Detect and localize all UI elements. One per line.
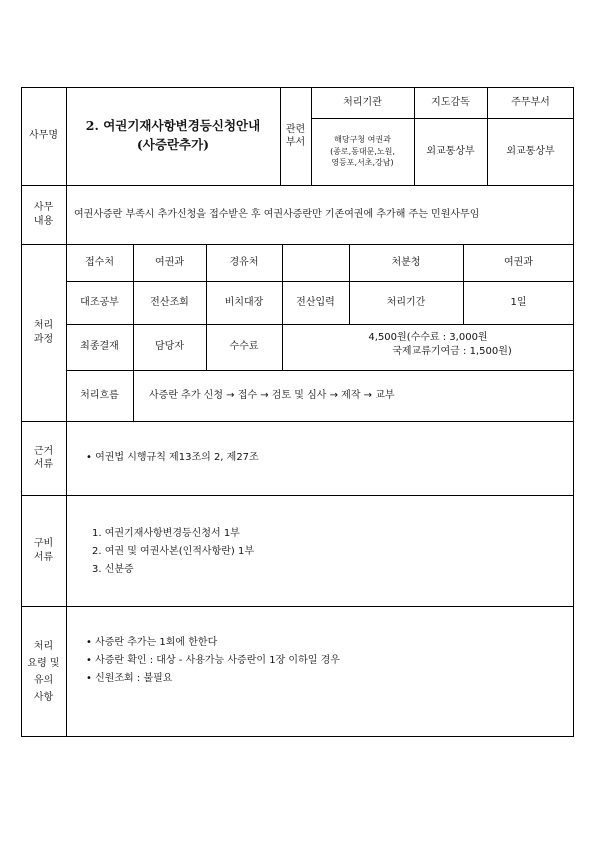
- task-name-label: 사무명: [29, 130, 58, 142]
- divider: [21, 495, 574, 496]
- basis-list: [86, 449, 259, 467]
- main-dept-value: 외교통상부: [506, 145, 555, 157]
- via-label: 경유처: [229, 256, 259, 268]
- divider: [21, 606, 574, 607]
- fee-line-2: 국제교류기여금 : 1,500원): [392, 346, 512, 358]
- list-item: • 신원조회 : 불필요: [86, 673, 173, 684]
- compare-ledger-label: 대조공부: [80, 296, 119, 308]
- basis-label: 근거 서류: [33, 445, 54, 470]
- list-item: 3. 신분증: [92, 564, 134, 575]
- list-item: • 사증란 확인 : 대상 - 사용가능 사증란이 1장 이하일 경우: [86, 655, 340, 666]
- disposition-value: 여권과: [504, 256, 533, 268]
- period-value: 1일: [510, 296, 527, 308]
- list-item: • 사증란 추가는 1회에 한한다: [86, 637, 218, 648]
- register-label: 비치대장: [224, 296, 264, 308]
- final-approval-label: 최종결재: [80, 341, 119, 353]
- docs-label: 구비 서류: [33, 538, 54, 563]
- divider: [21, 421, 574, 422]
- page-title: 2. 여권기재사항변경등신청안내 (사증란추가): [85, 118, 261, 152]
- supervisor-value: 외교통상부: [426, 145, 475, 157]
- col-main-dept-header: 주무부서: [511, 96, 550, 108]
- list-item: 1. 여권기재사항변경등신청서 1부: [92, 528, 240, 539]
- col-agency-header: 처리기관: [343, 96, 382, 108]
- reception-value: 여권과: [155, 256, 184, 268]
- divider: [133, 370, 134, 421]
- fee-line-1: 4,500원(수수료 : 3,000원: [368, 332, 488, 344]
- col-supervisor-header: 지도감독: [431, 96, 470, 108]
- process-label: 처리 과정: [33, 320, 54, 345]
- flow-text: 사증란 추가 신청 → 접수 → 검토 및 심사 → 제작 → 교부: [149, 389, 395, 401]
- disposition-label: 처분청: [391, 256, 421, 268]
- list-item: 2. 여권 및 여권사본(인적사항란) 1부: [92, 546, 255, 557]
- notes-list: [86, 634, 340, 688]
- flow-label: 처리흐름: [80, 389, 119, 401]
- fee-label: 수수료: [229, 341, 259, 353]
- notes-label: 처리 요령 및 유의 사항: [27, 640, 60, 703]
- final-approval-value: 담당자: [155, 341, 184, 353]
- reception-label: 접수처: [85, 256, 114, 268]
- related-dept-label: 관련 부서: [285, 123, 306, 148]
- work-content-text: 여권사증란 부족시 추가신청을 접수받은 후 여권사증란만 기존여권에 추가해 주는 민원사무임: [74, 209, 480, 220]
- agency-value: 해당구청 여권과 (종로,동대문,노원, 영등포,서초,강남): [330, 135, 395, 168]
- register-value: 전산입력: [296, 296, 335, 308]
- list-item: • 여권법 시행규칙 제13조의 2, 제27조: [86, 452, 259, 463]
- via-value: [282, 244, 349, 281]
- work-content-label: 사무 내용: [33, 202, 54, 227]
- period-label: 처리기간: [386, 296, 426, 308]
- docs-list: [92, 525, 254, 579]
- compare-ledger-value: 전산조회: [150, 296, 189, 308]
